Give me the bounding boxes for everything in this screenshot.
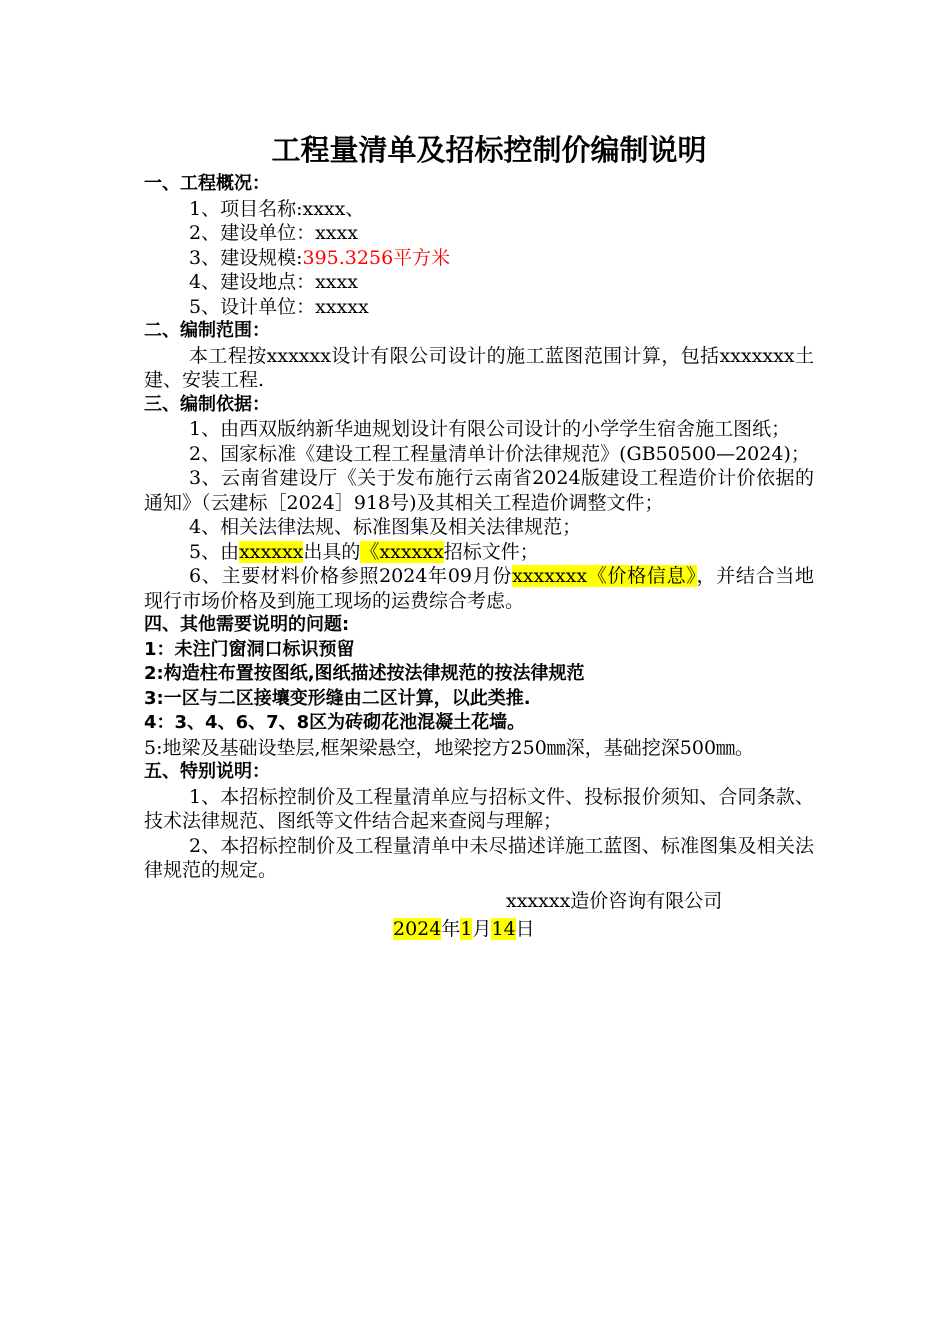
- basis-item-5-doc: 《xxxxxx: [360, 540, 444, 563]
- basis-item-6-prefix: 6、主要材料价格参照2024年09月份: [189, 565, 513, 587]
- overview-item-location: 4、建设地点：xxxx: [189, 271, 358, 293]
- overview-item-scale: [144, 246, 814, 271]
- basis-item-6-price-info: xxxxxxx《价格信息》: [512, 565, 697, 587]
- overview-item-owner: 2、建设单位：xxxx: [189, 222, 358, 244]
- basis-item-5-prefix: 5、由: [189, 540, 240, 563]
- date-year: 2024: [393, 918, 442, 940]
- other-item-5: 5:地梁及基础设垫层,框架梁悬空，地梁挖方250㎜深，基础挖深500㎜。: [144, 736, 755, 759]
- basis-item-2: 2、国家标准《建设工程工程量清单计价法律规范》(GB50500—2024)；: [189, 442, 810, 465]
- other-item-4: 4：3、4、6、7、8区为砖砌花池混凝土花墙。: [144, 712, 526, 733]
- basis-item-5-middle: 出具的: [303, 540, 361, 563]
- section-heading-basis: 三、编制依据：: [144, 393, 270, 415]
- document-page: [144, 128, 814, 942]
- section-heading-scope: 二、编制范围：: [144, 320, 270, 341]
- scope-paragraph: 本工程按xxxxxx设计有限公司设计的施工蓝图范围计算，包括xxxxxxx土建、安装工程.: [144, 344, 814, 391]
- signature-date: [144, 917, 814, 942]
- basis-item-5: [144, 540, 814, 565]
- date-day: 14: [491, 918, 516, 940]
- basis-item-6-suffix: ，并结合当地现行市场价格及到施工现场的运费综合考虑。: [144, 565, 814, 612]
- other-item-1: 1：未注门窗洞口标识预留: [144, 638, 355, 660]
- other-item-3: 3:一区与二区接壤变形缝由二区计算，以此类推.: [144, 687, 531, 709]
- overview-item-designer: 5、设计单位：xxxxx: [189, 295, 369, 318]
- section-heading-overview: 一、工程概况：: [144, 173, 270, 194]
- basis-item-5-suffix: 招标文件；: [443, 540, 539, 563]
- document-title: 工程量清单及招标控制价编制说明: [271, 133, 707, 167]
- basis-item-1: 1、由西双版纳新华迪规划设计有限公司设计的小学学生宿舍施工图纸；: [189, 418, 791, 440]
- other-item-2: 2:构造柱布置按图纸,图纸描述按法律规范的按法律规范: [144, 663, 585, 684]
- special-item-1: 1、本招标控制价及工程量清单应与招标文件、投标报价须知、合同条款、技术法律规范、图纸等文件结合起来查阅与理解；: [144, 785, 814, 832]
- special-item-2: 2、本招标控制价及工程量清单中未尽描述详施工蓝图、标准图集及相关法律规范的规定。: [144, 834, 814, 881]
- basis-item-6: [144, 564, 814, 613]
- date-month: 1: [460, 918, 473, 940]
- section-heading-special: 五、特别说明：: [144, 761, 270, 782]
- basis-item-3: 3、云南省建设厅《关于发布施行云南省2024版建设工程造价计价依据的通知》（云建标［2024］918号)及其相关工程造价调整文件；: [144, 467, 814, 514]
- basis-item-5-issuer: xxxxxx: [239, 540, 304, 563]
- overview-scale-value: 395.3256平方米: [302, 246, 451, 269]
- basis-item-4: 4、相关法律法规、标准图集及相关法律规范；: [189, 516, 582, 538]
- overview-item-project-name: 1、项目名称:xxxx、: [189, 197, 365, 220]
- date-month-unit: 月: [472, 918, 492, 940]
- section-heading-other: 四、其他需要说明的问题:: [144, 614, 350, 635]
- overview-scale-label: 3、建设规模:: [189, 246, 303, 269]
- signature-company: xxxxxx造价咨询有限公司: [506, 889, 723, 912]
- date-day-unit: 日: [515, 918, 535, 940]
- date-year-unit: 年: [441, 918, 461, 940]
